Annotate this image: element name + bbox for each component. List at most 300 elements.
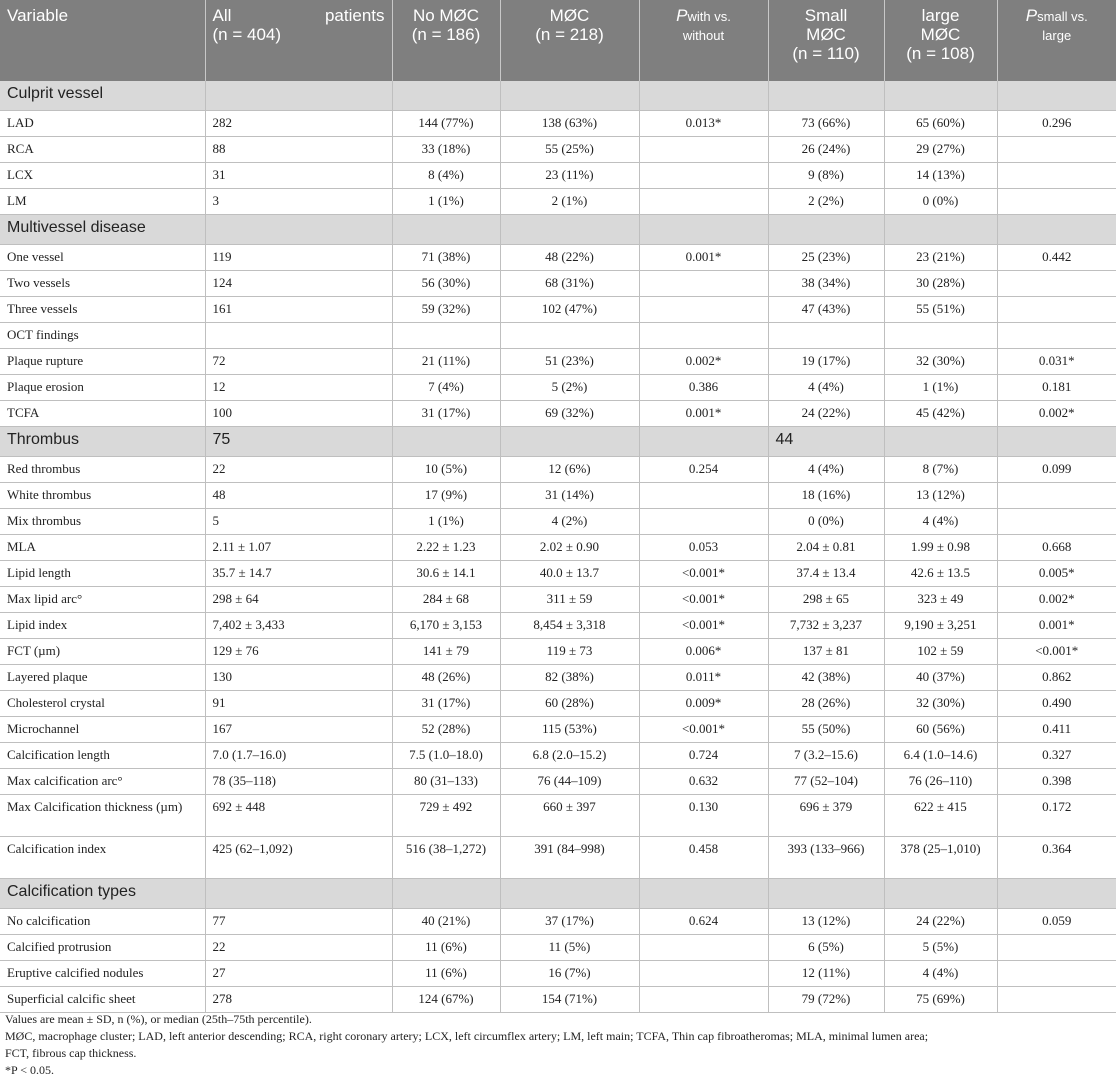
table-cell: 30 (28%) (884, 271, 997, 297)
table-cell: 6.8 (2.0–15.2) (500, 743, 639, 769)
table-cell: 124 (67%) (392, 987, 500, 1013)
table-row (0, 457, 1116, 483)
table-cell (639, 961, 768, 987)
table-cell: <0.001* (997, 639, 1116, 665)
table-cell: 32 (30%) (884, 349, 997, 375)
table-row (0, 795, 1116, 837)
table-cell (205, 81, 392, 111)
table-cell: 13 (12%) (768, 909, 884, 935)
row-label: Calcification length (0, 743, 205, 769)
table-row (0, 111, 1116, 137)
table-cell: 4 (4%) (768, 457, 884, 483)
table-cell: 25 (23%) (768, 245, 884, 271)
table-cell: <0.001* (639, 613, 768, 639)
header-variable: Variable (0, 0, 205, 81)
table-row (0, 509, 1116, 535)
table-cell (500, 427, 639, 457)
table-cell (639, 483, 768, 509)
row-label: Thrombus (0, 427, 205, 457)
table-cell: 154 (71%) (500, 987, 639, 1013)
table-cell (639, 271, 768, 297)
table-cell (997, 163, 1116, 189)
table-cell: 13 (12%) (884, 483, 997, 509)
table-cell: 45 (42%) (884, 401, 997, 427)
table-cell: 516 (38–1,272) (392, 837, 500, 879)
header-moc: MØC (n = 218) (500, 0, 639, 81)
table-cell: 0.099 (997, 457, 1116, 483)
row-label: Superficial calcific sheet (0, 987, 205, 1013)
table-cell (639, 81, 768, 111)
table-cell (768, 879, 884, 909)
table-cell: 622 ± 415 (884, 795, 997, 837)
table-cell: 77 (205, 909, 392, 935)
table-cell (392, 323, 500, 349)
table-cell: 48 (26%) (392, 665, 500, 691)
table-cell: 4 (4%) (884, 961, 997, 987)
table-cell: 2.04 ± 0.81 (768, 535, 884, 561)
table-cell: <0.001* (639, 717, 768, 743)
row-label: LAD (0, 111, 205, 137)
table-cell: 278 (205, 987, 392, 1013)
table-cell: 51 (23%) (500, 349, 639, 375)
row-label: Lipid length (0, 561, 205, 587)
row-label: Max Calcification thickness (µm) (0, 795, 205, 837)
table-cell: 42.6 ± 13.5 (884, 561, 997, 587)
table-cell: 73 (66%) (768, 111, 884, 137)
table-row (0, 665, 1116, 691)
table-cell: 167 (205, 717, 392, 743)
table-cell: 38 (34%) (768, 271, 884, 297)
table-cell: 52 (28%) (392, 717, 500, 743)
table-cell: 7.0 (1.7–16.0) (205, 743, 392, 769)
table-cell (768, 215, 884, 245)
table-cell: 0.632 (639, 769, 768, 795)
table-row (0, 909, 1116, 935)
table-cell: 161 (205, 297, 392, 323)
table-cell (639, 137, 768, 163)
table-cell: 144 (77%) (392, 111, 500, 137)
table-cell: 2.02 ± 0.90 (500, 535, 639, 561)
table-cell (392, 215, 500, 245)
table-cell: 0.002* (997, 587, 1116, 613)
row-label: LCX (0, 163, 205, 189)
table-cell: 0.458 (639, 837, 768, 879)
table-cell (884, 323, 997, 349)
table-cell: 76 (26–110) (884, 769, 997, 795)
table-cell: 31 (14%) (500, 483, 639, 509)
section-row (0, 215, 1116, 245)
table-cell (639, 987, 768, 1013)
row-label: One vessel (0, 245, 205, 271)
table-row (0, 483, 1116, 509)
table-cell: 42 (38%) (768, 665, 884, 691)
row-label: TCFA (0, 401, 205, 427)
table-cell (639, 189, 768, 215)
header-p-with-without: Pwith vs. without (639, 0, 768, 81)
table-cell: 124 (205, 271, 392, 297)
table-cell: 0.001* (997, 613, 1116, 639)
table-cell: 5 (2%) (500, 375, 639, 401)
table-row (0, 613, 1116, 639)
table-cell: 2.11 ± 1.07 (205, 535, 392, 561)
table-cell (639, 215, 768, 245)
table-cell: 37 (17%) (500, 909, 639, 935)
row-label: Red thrombus (0, 457, 205, 483)
table-cell: 48 (22%) (500, 245, 639, 271)
table-cell (997, 961, 1116, 987)
table-cell: 0.296 (997, 111, 1116, 137)
table-cell: 0.724 (639, 743, 768, 769)
row-label: Max lipid arc° (0, 587, 205, 613)
table-cell: 40 (21%) (392, 909, 500, 935)
table-cell (997, 323, 1116, 349)
header-all-patients: All patients (n = 404) (205, 0, 392, 81)
table-cell: 0.001* (639, 401, 768, 427)
table-cell: 0.668 (997, 535, 1116, 561)
table-row (0, 349, 1116, 375)
table-cell: 2 (1%) (500, 189, 639, 215)
table-cell: 692 ± 448 (205, 795, 392, 837)
table-cell: 0.009* (639, 691, 768, 717)
table-cell (639, 879, 768, 909)
row-label: No calcification (0, 909, 205, 935)
table-cell: 68 (31%) (500, 271, 639, 297)
table-cell: 11 (6%) (392, 961, 500, 987)
table-cell: 7.5 (1.0–18.0) (392, 743, 500, 769)
table-cell: 60 (56%) (884, 717, 997, 743)
table-cell (500, 81, 639, 111)
table-cell: 4 (4%) (768, 375, 884, 401)
table-cell: 11 (5%) (500, 935, 639, 961)
table-cell: 130 (205, 665, 392, 691)
header-small-moc: Small MØC (n = 110) (768, 0, 884, 81)
table-cell: 0.059 (997, 909, 1116, 935)
table-cell: 24 (22%) (768, 401, 884, 427)
table-cell: 31 (205, 163, 392, 189)
table-row (0, 691, 1116, 717)
table-footnotes (5, 1011, 1111, 1079)
table-cell: 1 (1%) (392, 189, 500, 215)
table-cell: 24 (22%) (884, 909, 997, 935)
table-cell: 78 (35–118) (205, 769, 392, 795)
table-cell (997, 297, 1116, 323)
table-cell (997, 215, 1116, 245)
table-cell: 21 (11%) (392, 349, 500, 375)
table-cell: 0.031* (997, 349, 1116, 375)
table-cell: 298 ± 65 (768, 587, 884, 613)
table-cell: 393 (133–966) (768, 837, 884, 879)
table-cell: 76 (44–109) (500, 769, 639, 795)
table-cell (997, 879, 1116, 909)
row-label: Cholesterol crystal (0, 691, 205, 717)
table-cell: 40.0 ± 13.7 (500, 561, 639, 587)
table-row (0, 837, 1116, 879)
table-cell (997, 137, 1116, 163)
row-label: LM (0, 189, 205, 215)
table-cell: 391 (84–998) (500, 837, 639, 879)
table-cell: 31 (17%) (392, 691, 500, 717)
table-cell (997, 271, 1116, 297)
table-row (0, 961, 1116, 987)
table-row (0, 323, 1116, 349)
table-cell (768, 81, 884, 111)
table-cell: 0.398 (997, 769, 1116, 795)
table-cell (997, 81, 1116, 111)
table-cell (997, 935, 1116, 961)
table-cell: 378 (25–1,010) (884, 837, 997, 879)
table-cell: 0.002* (997, 401, 1116, 427)
table-cell: 1 (1%) (884, 375, 997, 401)
table-row (0, 163, 1116, 189)
table-cell: 7 (3.2–15.6) (768, 743, 884, 769)
table-cell: 0.053 (639, 535, 768, 561)
row-label: Multivessel disease (0, 215, 205, 245)
table-cell: 0.442 (997, 245, 1116, 271)
table-row (0, 375, 1116, 401)
table-cell (884, 81, 997, 111)
table-cell: 28 (26%) (768, 691, 884, 717)
row-label: Plaque rupture (0, 349, 205, 375)
row-label: Layered plaque (0, 665, 205, 691)
table-cell: 298 ± 64 (205, 587, 392, 613)
row-label: Two vessels (0, 271, 205, 297)
table-cell (639, 935, 768, 961)
header-p-small-large: Psmall vs. large (997, 0, 1116, 81)
table-cell: 7,732 ± 3,237 (768, 613, 884, 639)
table-cell: 0.172 (997, 795, 1116, 837)
table-cell: 425 (62–1,092) (205, 837, 392, 879)
row-label: Calcified protrusion (0, 935, 205, 961)
table-cell: 4 (4%) (884, 509, 997, 535)
table-cell: 311 ± 59 (500, 587, 639, 613)
table-row (0, 189, 1116, 215)
table-cell: 55 (50%) (768, 717, 884, 743)
table-cell (500, 215, 639, 245)
table-cell: 7 (4%) (392, 375, 500, 401)
table-cell: 0.364 (997, 837, 1116, 879)
table-cell: 1.99 ± 0.98 (884, 535, 997, 561)
table-cell: 0.002* (639, 349, 768, 375)
table-cell: 82 (38%) (500, 665, 639, 691)
table-row (0, 987, 1116, 1013)
table-cell: 48 (205, 483, 392, 509)
table-cell: 0.254 (639, 457, 768, 483)
table-cell: <0.001* (639, 587, 768, 613)
table-cell: 6 (5%) (768, 935, 884, 961)
row-label: FCT (µm) (0, 639, 205, 665)
table-row (0, 717, 1116, 743)
table-cell: 2.22 ± 1.23 (392, 535, 500, 561)
table-cell: 72 (205, 349, 392, 375)
table-cell: 71 (38%) (392, 245, 500, 271)
table-cell: 75 (69%) (884, 987, 997, 1013)
table-cell: 323 ± 49 (884, 587, 997, 613)
table-row (0, 769, 1116, 795)
table-cell (997, 483, 1116, 509)
row-label: Culprit vessel (0, 81, 205, 111)
footnote-values: Values are mean ± SD, n (%), or median (25th–75th percentile). (5, 1012, 312, 1026)
table-cell: 77 (52–104) (768, 769, 884, 795)
table-cell (884, 879, 997, 909)
table-cell (768, 323, 884, 349)
table-cell: 0.181 (997, 375, 1116, 401)
table-cell: 19 (17%) (768, 349, 884, 375)
table-cell: 30.6 ± 14.1 (392, 561, 500, 587)
table-row (0, 535, 1116, 561)
table-row (0, 587, 1116, 613)
table-cell: 40 (37%) (884, 665, 997, 691)
table-cell: 6,170 ± 3,153 (392, 613, 500, 639)
table-cell (639, 163, 768, 189)
table-cell (500, 323, 639, 349)
table-cell: 31 (17%) (392, 401, 500, 427)
table-cell: 137 ± 81 (768, 639, 884, 665)
table-cell: 91 (205, 691, 392, 717)
table-cell: 65 (60%) (884, 111, 997, 137)
table-cell: 44 (768, 427, 884, 457)
table-body (0, 81, 1116, 1013)
header-large-moc: large MØC (n = 108) (884, 0, 997, 81)
table-cell: 0.490 (997, 691, 1116, 717)
table-cell (884, 427, 997, 457)
table-cell: 696 ± 379 (768, 795, 884, 837)
row-label: Mix thrombus (0, 509, 205, 535)
table-cell (205, 323, 392, 349)
footnote-significance: *P < 0.05. (5, 1063, 54, 1077)
footnote-abbreviations-cont: FCT, fibrous cap thickness. (5, 1046, 137, 1060)
table-row (0, 297, 1116, 323)
row-label: Calcification index (0, 837, 205, 879)
table-cell (205, 879, 392, 909)
table-cell: 0 (0%) (884, 189, 997, 215)
table-cell: 0.386 (639, 375, 768, 401)
table-cell (639, 427, 768, 457)
table-row (0, 935, 1116, 961)
table-row (0, 245, 1116, 271)
table-cell (639, 297, 768, 323)
table-cell: 55 (51%) (884, 297, 997, 323)
table-cell: 102 ± 59 (884, 639, 997, 665)
table-cell: 0.327 (997, 743, 1116, 769)
table-cell: 11 (6%) (392, 935, 500, 961)
table-cell: 37.4 ± 13.4 (768, 561, 884, 587)
section-row (0, 81, 1116, 111)
row-label: White thrombus (0, 483, 205, 509)
table-cell: 282 (205, 111, 392, 137)
row-label: Calcification types (0, 879, 205, 909)
table-row (0, 639, 1116, 665)
row-label: Plaque erosion (0, 375, 205, 401)
table-cell: 69 (32%) (500, 401, 639, 427)
section-row (0, 427, 1116, 457)
table-cell: 138 (63%) (500, 111, 639, 137)
table-cell: 88 (205, 137, 392, 163)
table-row (0, 561, 1116, 587)
table-cell: 0.001* (639, 245, 768, 271)
table-cell: 18 (16%) (768, 483, 884, 509)
table-cell: 129 ± 76 (205, 639, 392, 665)
row-label: RCA (0, 137, 205, 163)
table-cell: 9,190 ± 3,251 (884, 613, 997, 639)
table-cell: 8 (7%) (884, 457, 997, 483)
table-cell (884, 215, 997, 245)
table-cell (500, 879, 639, 909)
row-label: OCT findings (0, 323, 205, 349)
table-header (0, 0, 1116, 81)
section-row (0, 879, 1116, 909)
row-label: Max calcification arc° (0, 769, 205, 795)
table-cell: 33 (18%) (392, 137, 500, 163)
table-cell: 115 (53%) (500, 717, 639, 743)
table-cell: 141 ± 79 (392, 639, 500, 665)
table-cell: 75 (205, 427, 392, 457)
table-cell: 0 (0%) (768, 509, 884, 535)
table-cell: 22 (205, 457, 392, 483)
row-label: MLA (0, 535, 205, 561)
table-cell: 60 (28%) (500, 691, 639, 717)
table-cell (997, 189, 1116, 215)
table-cell: 59 (32%) (392, 297, 500, 323)
table-cell (997, 427, 1116, 457)
table-cell: 26 (24%) (768, 137, 884, 163)
table-cell: 6.4 (1.0–14.6) (884, 743, 997, 769)
table-cell (392, 879, 500, 909)
table-cell: 23 (21%) (884, 245, 997, 271)
table-cell: 4 (2%) (500, 509, 639, 535)
table-cell: 0.005* (997, 561, 1116, 587)
table-cell: 10 (5%) (392, 457, 500, 483)
table-row (0, 401, 1116, 427)
table-cell: 35.7 ± 14.7 (205, 561, 392, 587)
table-cell: 9 (8%) (768, 163, 884, 189)
table-cell: 8 (4%) (392, 163, 500, 189)
table-cell: 0.006* (639, 639, 768, 665)
row-label: Eruptive calcified nodules (0, 961, 205, 987)
table-cell: 56 (30%) (392, 271, 500, 297)
table-cell: 0.411 (997, 717, 1116, 743)
table-cell: 284 ± 68 (392, 587, 500, 613)
table-cell: 0.013* (639, 111, 768, 137)
table-cell: 1 (1%) (392, 509, 500, 535)
table-cell: 55 (25%) (500, 137, 639, 163)
table-cell: 100 (205, 401, 392, 427)
table-cell (997, 987, 1116, 1013)
table-cell: 102 (47%) (500, 297, 639, 323)
table-cell: 5 (5%) (884, 935, 997, 961)
table-cell: 29 (27%) (884, 137, 997, 163)
table-cell: 79 (72%) (768, 987, 884, 1013)
table-cell: 660 ± 397 (500, 795, 639, 837)
table-cell: 80 (31–133) (392, 769, 500, 795)
table-cell: 27 (205, 961, 392, 987)
table-cell: 5 (205, 509, 392, 535)
footnote-abbreviations: MØC, macrophage cluster; LAD, left anterior descending; RCA, right coronary artery; LCX, left circumflex artery; LM, left main; TCFA, Thin cap fibroatheromas; MLA, minimal lumen area; (5, 1029, 929, 1043)
table-cell: 16 (7%) (500, 961, 639, 987)
table-cell: 0.130 (639, 795, 768, 837)
table-cell: 22 (205, 935, 392, 961)
table-cell: 2 (2%) (768, 189, 884, 215)
table-cell: 119 (205, 245, 392, 271)
table-cell: 0.011* (639, 665, 768, 691)
table-cell (392, 81, 500, 111)
table-cell: 729 ± 492 (392, 795, 500, 837)
table-cell (639, 323, 768, 349)
table-cell: 119 ± 73 (500, 639, 639, 665)
table-cell (205, 215, 392, 245)
table-row (0, 271, 1116, 297)
table-cell: 23 (11%) (500, 163, 639, 189)
table-cell (997, 509, 1116, 535)
